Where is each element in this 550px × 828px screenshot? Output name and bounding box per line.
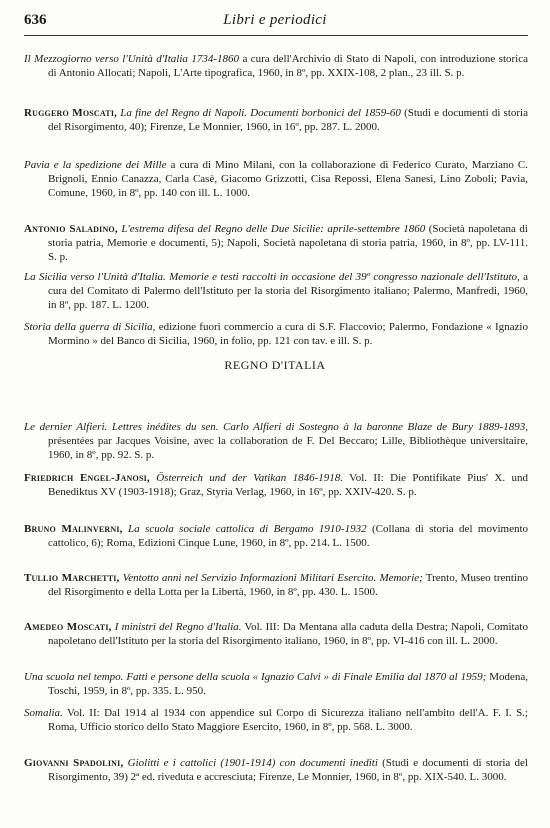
- entry-details: Vol. II: Dal 1914 al 1934 con appendice sul Corpo di Sicurezza italiano nell'ambito dell'A. F. I. S.; Roma, Ufficio storico dello Stato Maggiore Esercito, 1960, in 8º, pp. 568. L. 3000.: [48, 707, 528, 733]
- section-heading: REGNO D'ITALIA: [224, 358, 326, 372]
- bibliography-entry: [24, 320, 528, 348]
- bibliography-entry: [24, 756, 528, 784]
- entry-title: Il Mezzogiorno verso l'Unità d'Italia 1734-1860: [24, 53, 239, 65]
- entry-author: Friedrich Engel-Janosi,: [24, 472, 150, 484]
- entry-title: Giolitti e i cattolici (1901-1914) con documenti inediti: [123, 757, 378, 769]
- bibliography-entry: [24, 571, 528, 599]
- entry-details: a cura dell'Archivio di Stato di Napoli, con introduzione storica di Antonio Allocati; Napoli, L'Arte tipografica, 1960, in 8º, pp. XXIX-108, 2 plan., 23 ill. S. p.: [48, 53, 528, 79]
- entry-title: La fine del Regno di Napoli. Documenti borbonici del 1859-60: [117, 107, 401, 119]
- entry-details: edizione fuori commercio a cura di S.F. Flaccovio; Palermo, Fondazione « Ignazio Mormino » del Banco di Sicilia, 1960, in folio, pp. 121 con tav. e ill. S. p.: [48, 321, 528, 347]
- running-title: Libri e periodici: [223, 12, 327, 28]
- bibliography-entry: [24, 620, 528, 648]
- entry-title: Ventotto anni nel Servizio Informazioni Militari Esercito. Memorie;: [119, 572, 423, 584]
- bibliography-entry: [24, 270, 528, 312]
- entry-details: (Società napoletana di storia patria, Memorie e documenti, 5); Napoli, Società napoletana di storia patria, 1960, in 8º, pp. LV-111. S. p.: [48, 223, 528, 263]
- entry-details: (Studi e documenti di storia del Risorgimento, 39) 2ª ed. riveduta e accresciuta; Firenze, Le Monnier, 1960, in 8º, pp. XIX-540. L. 3000.: [48, 757, 528, 783]
- entry-details: Vol. II: Die Pontifikate Pius' X. und Benediktus XV (1903-1918); Graz, Styria Verlag, 1960, in 16º, pp. XXIV-420. S. p.: [48, 472, 528, 498]
- bibliography-entry: [24, 52, 528, 80]
- bibliography-entry: [24, 670, 528, 698]
- bibliography-entry: [24, 106, 528, 134]
- entry-title: La Sicilia verso l'Unità d'Italia. Memorie e testi raccolti in occasione del 39º congresso nazionale dell'Istituto,: [24, 271, 520, 283]
- entry-details: a cura di Mino Milani, con la collaborazione di Federico Curato, Marziano C. Brignoli, Ennio Canazza, Carla Casè, Giacomo Grizzotti, Cisa Repossi, Elena Sanesi, Lino Zoboli; Pavia, Comune, 1960, in 8º, pp. 140 con ill. L. 1000.: [48, 159, 529, 199]
- entry-title: Una scuola nel tempo. Fatti e persone della scuola « Ignazio Calvi » di Finale Emilia dal 1870 al 1959;: [24, 671, 487, 683]
- entry-details: a cura del Comitato di Palermo dell'Istituto per la storia del Risorgimento italiano; Palermo, Manfredi, 1960, in 8º, pp. 187. L. 1200.: [48, 271, 529, 311]
- bibliography-entry: [24, 522, 528, 550]
- entry-author: Antonio Saladino,: [24, 223, 118, 235]
- bibliography-entry: [24, 222, 528, 264]
- entry-title: Österreich und der Vatikan 1846-1918.: [149, 472, 343, 484]
- entry-title: L'estrema difesa del Regno delle Due Sicilie: aprile-settembre 1860: [117, 223, 426, 235]
- entry-title: Storia della guerra di Sicilia,: [24, 321, 156, 333]
- bibliography-entry: [24, 706, 528, 734]
- entry-details: (Studi e documenti di storia del Risorgimento, 40); Firenze, Le Monnier, 1960, in 16º, pp. 287. L. 2000.: [48, 107, 528, 133]
- bibliography-entry: [24, 471, 528, 499]
- entry-title: Somalia.: [24, 707, 63, 719]
- entry-title: Le dernier Alfieri. Lettres inédites du sen. Carlo Alfieri di Sostegno à la baronne Blaze de Bury 1889-1893,: [24, 421, 528, 433]
- entry-details: Vol. III: Da Mentana alla caduta della Destra; Napoli, Comitato napoletano dell'Istituto per la storia del Risorgimento italiano, 1960, in 8º, pp. VI-416 con ill. L. 2000.: [48, 621, 528, 647]
- entry-author: Ruggero Moscati,: [24, 107, 118, 119]
- entry-details: (Collana di storia del movimento cattolico, 6); Roma, Edizioni Cinque Lune, 1960, in 8º, pp. 214. L. 1500.: [48, 523, 529, 549]
- bibliography-entry: [24, 158, 528, 200]
- entry-details: Trento, Museo trentino del Risorgimento e della Lotta per la Libertà, 1960, in 8º, pp. 430. L. 1500.: [48, 572, 528, 598]
- entry-details: Modena, Toschi, 1959, in 8º, pp. 335. L. 950.: [48, 671, 528, 697]
- entry-author: Giovanni Spadolini,: [24, 757, 124, 769]
- entry-title: La scuola sociale cattolica di Bergamo 1910-1932: [122, 523, 367, 535]
- bibliography-entry: [24, 420, 528, 462]
- page-number: 636: [24, 12, 47, 28]
- entry-details: présentées par Jacques Voisine, avec la collaboration de F. Del Beccaro; Lille, Bibliothèque universitaire, 1960, in 8º, pp. 92. S. p.: [48, 435, 528, 461]
- entry-author: Amedeo Moscati,: [24, 621, 112, 633]
- entry-title: Pavia e la spedizione dei Mille: [24, 159, 167, 171]
- entry-author: Bruno Malinverni,: [24, 523, 123, 535]
- header-rule: [24, 35, 528, 36]
- entry-author: Tullio Marchetti,: [24, 572, 120, 584]
- entry-title: I ministri del Regno d'Italia.: [111, 621, 242, 633]
